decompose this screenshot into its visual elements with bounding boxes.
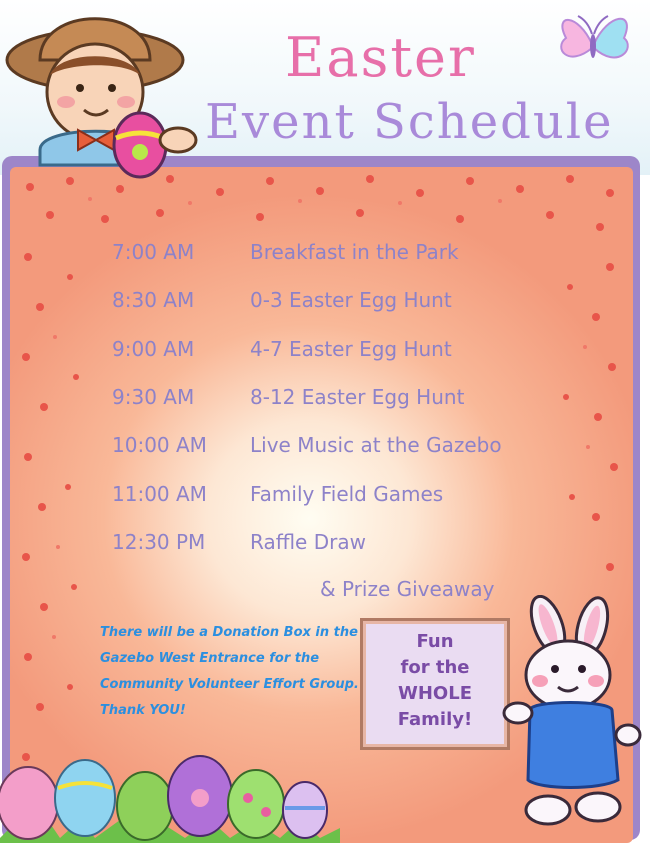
bunny-illustration [500, 595, 645, 835]
sign-line: for the [400, 657, 470, 678]
schedule-event: 8-12 Easter Egg Hunt [250, 385, 465, 409]
schedule-event: 4-7 Easter Egg Hunt [250, 337, 452, 361]
easter-eggs-illustration [0, 748, 340, 843]
schedule-time: 9:30 AM [112, 385, 195, 409]
fun-sign [360, 618, 510, 750]
schedule-event: Live Music at the Gazebo [250, 433, 502, 457]
prize-giveaway-text: & Prize Giveaway [320, 577, 495, 601]
sign-line: WHOLE [398, 683, 472, 704]
schedule-time: 12:30 PM [112, 530, 206, 554]
schedule-time: 9:00 AM [112, 337, 195, 361]
schedule-time: 10:00 AM [112, 433, 207, 457]
butterfly-icon [548, 8, 638, 78]
schedule-event: Breakfast in the Park [250, 240, 459, 264]
schedule-time: 8:30 AM [112, 288, 195, 312]
schedule-event: Family Field Games [250, 482, 444, 506]
schedule-time: 7:00 AM [112, 240, 195, 264]
donation-note: There will be a Donation Box in the Gazebo West Entrance for the Community Volunteer Effort Group. Thank YOU! [100, 625, 359, 718]
schedule-event: Raffle Draw [250, 530, 366, 554]
schedule-event: 0-3 Easter Egg Hunt [250, 288, 452, 312]
title-event-schedule: Event Schedule [205, 94, 614, 150]
sign-line: Family! [397, 709, 473, 730]
title-easter: Easter [285, 26, 476, 89]
boy-with-easter-egg-illustration [0, 0, 210, 190]
sign-line: Fun [416, 631, 454, 652]
schedule-time: 11:00 AM [112, 482, 207, 506]
